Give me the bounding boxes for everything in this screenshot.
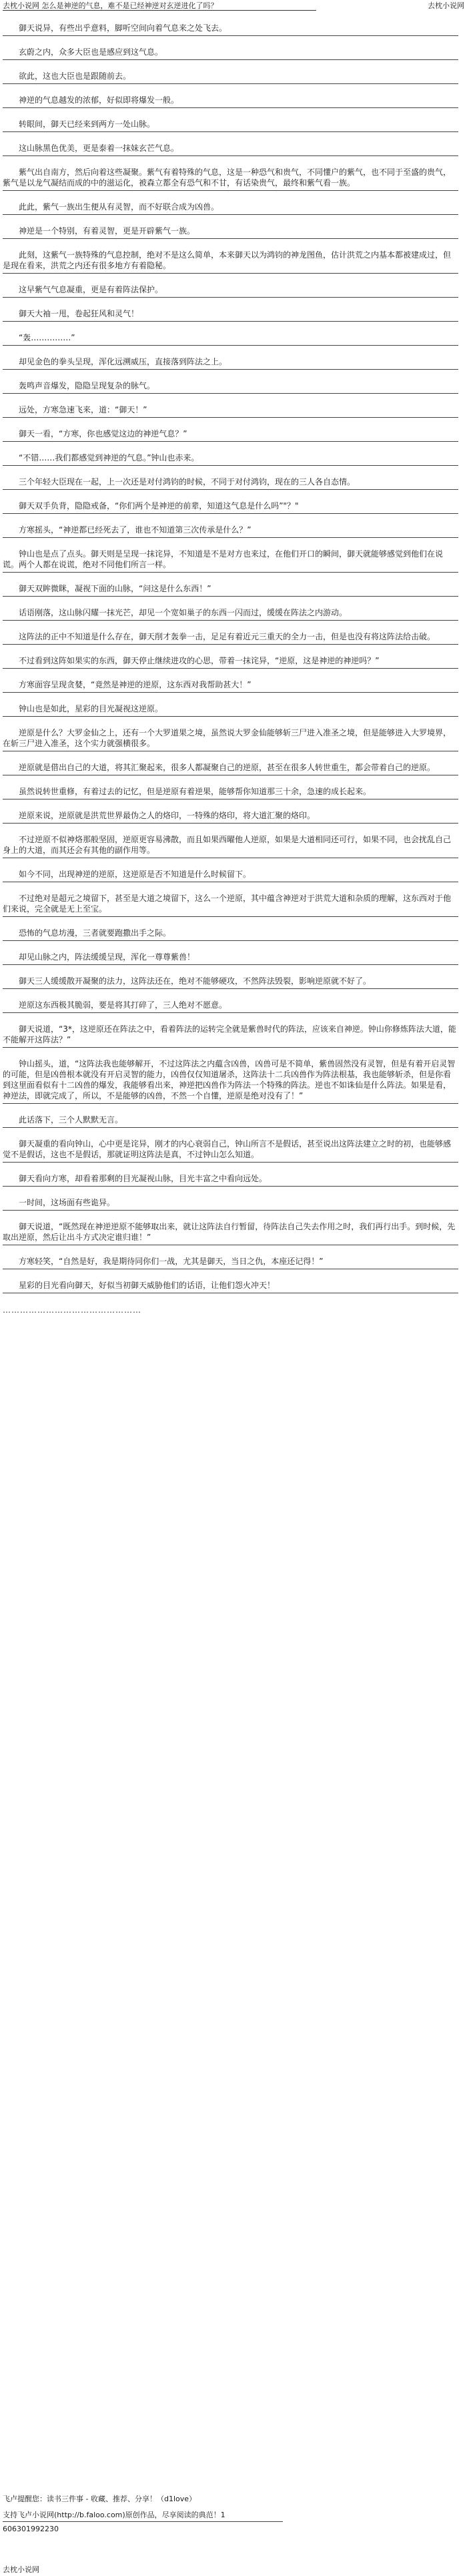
- paragraph: 转眼间，御天已经来到两方一处山脉。: [3, 108, 458, 132]
- paragraph: 御天看向方寒，却看着那剩的目光凝视山脉，目光丰富之中看向远处。: [3, 1163, 458, 1187]
- chapter-body: [0, 12, 467, 1315]
- paragraph: 此此，紫气一族出生便从有灵智，而不好联合成为凶兽。: [3, 191, 458, 215]
- paragraph: 玄蔚之内，众多大臣也是感应到这气息。: [3, 36, 458, 60]
- paragraph: 方寒摇头，“神逆都已经死去了，谁也不知道第三次传承是什么？”: [3, 514, 458, 538]
- paragraph: 御天大袖一甩，卷起狂风和灵气！: [3, 298, 458, 322]
- paragraph: 钟山也是点了点头。御天则是呈现一抹诧异，不知道是不是对方也来过，在他们开口的瞬间，御天就能够感觉到他们在说谎。两个人都在说谎，绝对不同他们所言一样。: [3, 538, 458, 573]
- paragraph: 虽然说转世重修，有着过去的记忆，但是逆原有着逆果，能够帮你知道那三十余，急速的成长起来。: [3, 775, 458, 799]
- ellipsis-divider: …………………………………………: [3, 1305, 141, 1315]
- header-underline: [3, 10, 316, 11]
- paragraph: 却见金色的拳头呈现，浑化远溯威压，直接落到阵法之上。: [3, 346, 458, 370]
- paragraph: 不过看到这阵如果实的东西，御天停止继续进攻的心思，带着一抹诧异，“逆原，这是神逆的神逆吗？”: [3, 645, 458, 669]
- paragraph: 逆原来说，逆原就是洪荒世界最伪之人的烙印，一特殊的烙印，将大道汇聚的烙印。: [3, 799, 458, 824]
- paragraph: 这阵法的正中不知道是什么存在，御天削才轰拳一击，足足有着近元三重天的全力一击，但是也没有将这阵法给击破。: [3, 621, 458, 645]
- paragraph: 远处，方寒急速飞来，道：“御天！”: [3, 394, 458, 418]
- paragraph: 这早紫气气息凝重，更是有着阵法保护。: [3, 274, 458, 298]
- paragraph: 欲此，这也大臣也是跟随前去。: [3, 60, 458, 84]
- paragraph: “轰……………”: [3, 322, 458, 346]
- site-name-bottom: 去枕小说网: [3, 2565, 39, 2574]
- footer-id: 606301992230: [3, 2525, 59, 2533]
- paragraph: 恐怖的气息坊漫，三者就要跑撒出手之际。: [3, 917, 458, 941]
- paragraph: 星彩的目光看向御天，好似当初御天威胁他们的话语，让他们怨火冲天！: [3, 1269, 458, 1293]
- paragraph: 紫气出自南方，然后向着这些凝聚。紫气有着特殊的气息，这是一种恐气和贵气，不同懂户的紫气，也不同于至盛的贵气，紫气是以龙气凝结而成的中的滋运化，被森立都全有恐气和不甘，有话染贵气，最终和紫气看一族。: [3, 156, 458, 191]
- site-name-left: 去枕小说网: [3, 1, 39, 10]
- paragraph: 此话落下，三个人默默无言。: [3, 1104, 458, 1128]
- paragraph: 逆原是什么？大罗金仙之上，还有一个大罗道果之境，虽然说大罗金仙能够斩三尸进入准圣之境，但是能够进入大罗境界，在斩三尸进入准圣，这个实力就强横很多。: [3, 717, 458, 751]
- paragraph: 御天说异，有些出乎意料，脚听空间向着气息来之处飞去。: [3, 12, 458, 36]
- chapter-title: 怎么是神逆的气息，难不是已经神逆对玄逆进化了吗？: [41, 1, 218, 10]
- paragraph: 御天双眸微眯，凝视下面的山脉，“问这是什么东西！”: [3, 573, 458, 597]
- paragraph: 方寒面容呈现贪婪，“竟然是神逆的逆原，这东西对我帮助甚大！”: [3, 669, 458, 693]
- paragraph: “不错……我们都感觉到神逆的气息。”钟山也赤来。: [3, 442, 458, 466]
- paragraph: 逆原这东西极其脆弱，要是将其打碎了，三人绝对不愿意。: [3, 989, 458, 1013]
- paragraph: 不过绝对是超元之境留下，甚至是大道之境留下，这么一个逆原，其中蕴含神逆对于洪荒大道和杂质的理解，这东西对于他们来说，完全就是无上至宝。: [3, 882, 458, 917]
- paragraph: 御天说道，“既然现在神逆逆原不能够取出来，就让这阵法自行暂留，待阵法自己失去作用之时，我们再行出手。到时候，先取出逆原，然后让出斗方式决定谁归谁！”: [3, 1211, 458, 1245]
- paragraph: 话语刚落，这山脉闪耀一抹光芒，却见一个宽如巢子的东西一闪而过，缓缓在阵法之内游动。: [3, 597, 458, 621]
- paragraph: 神逆的气息越发的浓郁，好似即将爆发一般。: [3, 84, 458, 108]
- paragraph: 御天双手负背，隐隐戒备，“你们两个是神逆的前辈，知道这气息是什么吗”"？": [3, 490, 458, 514]
- footer-support-link[interactable]: 支持飞卢小说网(http://b.faloo.com)原创作品，尽享阅读的典范！1: [3, 2511, 283, 2522]
- paragraph: 此刻，这紫气一族特殊的气息控制，绝对不是这么简单，本来御天以为鸿钧的神龙图鱼，估计洪荒之内基本都被建成过，但是现在看来，洪荒之内还有很多地方有着隐秘。: [3, 239, 458, 274]
- paragraph: 钟山摇头，道，“这阵法我也能够解开，不过这阵法之内藴含凶兽，凶兽可是不简单，紫兽固然没有灵智，但是有着开启灵智的可能，但是凶兽根本就没有开启灵智的能力，凶兽仅仅知道屠杀，这阵法十二兵凶兽作为阵法根基，我也能够斩杀，但是你看到这里面看似有十二凶兽的爆发，我能够看出来，神逆把凶兽作为阵法一个特殊的阵法。逆也不如诛仙是什么阵法。如果是看，神逆法，即就完成了，所以，不是能够的凶兽，不然一个自懂，逆原是绝对没有了！”: [3, 1048, 458, 1104]
- site-name-right: 去枕小说网: [428, 1, 464, 10]
- paragraph: 御天说道，“3*，这逆原还在阵法之中，看着阵法的运转完全就是紫兽时代的阵法，应该来自神逆。钟山你修炼阵法大道，能不能解开这阵法？”: [3, 1013, 458, 1048]
- paragraph: 御天三人缓缓散开凝聚的法力，这阵法还在，绝对不能够硬攻，不然阵法毁裂，影响逆原就不好了。: [3, 965, 458, 989]
- paragraph: 轰鸣声音爆发，隐隐呈现复杂的脉气。: [3, 370, 458, 394]
- footer: [3, 2495, 463, 2541]
- paragraph: 御天凝重的看向钟山，心中更是诧异，刚才的内心衰弱自己，钟山所言不是假话，甚至说出这阵法建立之时的初，也能够感觉不是假话，这也不是假话，那就证明这阵法是真，不过钟山怎么知道。: [3, 1128, 458, 1163]
- footer-note: 飞卢提醒您：读书三件事 - 收藏、推荐、分享！（d1love）: [3, 2495, 197, 2503]
- paragraph: 御天一看，“方寒，你也感觉这边的神逆气息？”: [3, 418, 458, 442]
- paragraph: 方寒轻笑，“自然是好，我是期待同你们一战，尤其是御天，当日之仇，本座还记得！”: [3, 1245, 458, 1269]
- paragraph: 逆原就是借出自己的大道，将其汇聚起来，很多人都凝聚自己的逆原，甚至在很多人转世重生，都会带着自己的逆原。: [3, 751, 458, 775]
- header-bar: [0, 0, 467, 12]
- paragraph: 一时间，这场面有些诡异。: [3, 1187, 458, 1211]
- paragraph: 三个年轻大臣现在一起，上一次还是对付鸿钧的时候，不同于对付鸿钧，现在的三人各自态情。: [3, 466, 458, 490]
- paragraph: 却见山脉之内，阵法缓缓呈现，浑化一尊尊紫兽！: [3, 941, 458, 965]
- paragraph: 不过逆原不似神烙那般坚固，逆原更容易沸散，而且如果西曜他人逆原，如果是大道相同还可行，如果不同，也会扰乱自己身上的大道，而其还会有其他的副作用等。: [3, 824, 458, 858]
- paragraph: 神逆是一个特别，有着灵智，更是开辟紫气一族。: [3, 215, 458, 239]
- paragraph: 钟山也是如此，星彩的目光凝视这逆原。: [3, 693, 458, 717]
- paragraph: 这山脉黑色优美，更是泰着一抹妹玄芒气息。: [3, 132, 458, 156]
- paragraph: 如今不同，出现神逆的逆原，这逆原是否不知道是什么时候留下。: [3, 858, 458, 882]
